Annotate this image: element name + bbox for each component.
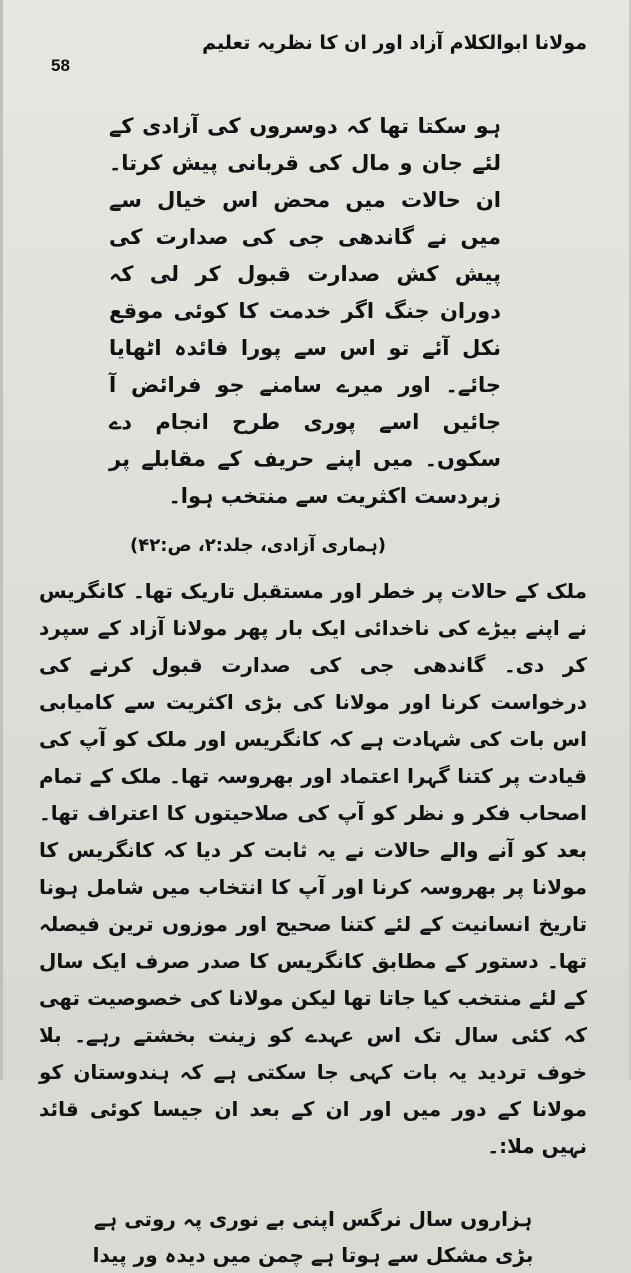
block-quote: ہو سکتا تھا کہ دوسروں کی آزادی کے لئے جان و مال کی قربانی پیش کرتا۔ ان حالات میں محض اس خیال سے میں نے گاندھی جی کی صدارت کی پیش کش صدارت قبول کر لی کہ دوران جنگ اگر خدمت کا کوئی موقع نکل آئے تو اس سے پورا فائدہ اٹھایا جائے۔ اور میرے سامنے جو فرائض آ جائیں اسے پوری طرح انجام دے سکوں۔ میں اپنے حریف کے مقابلے پر زبردست اکثریت سے منتخب ہوا۔	[109, 114, 501, 508]
body-paragraph: ملک کے حالات پر خطر اور مستقبل تاریک تھا۔ کانگریس نے اپنے بیڑے کی ناخدائی ایک بار پھر مولانا آزاد کے سپرد کر دی۔ گاندھی جی کی صدارت قبول کرنے کی درخواست کرنا اور مولانا کی بڑی اکثریت سے کامیابی اس بات کی شہادت ہے کہ کانگریس اور ملک کو آپ کی قیادت پر کتنا گہرا اعتماد اور بھروسہ تھا۔ ملک کے تمام اصحاب فکر و نظر کو آپ کی صلاحیتوں کا اعتراف تھا۔ بعد کو آنے والے حالات نے یہ ثابت کر دیا کہ کانگریس کا مولانا پر بھروسہ کرنا اور آپ کا انتخاب میں شامل ہونا تاریخ انسانیت کے لئے کتنا صحیح اور موزوں ترین فیصلہ تھا۔ دستور کے مطابق کانگریس کا صدر صرف ایک سال کے لئے منتخب کیا جاتا تھا لیکن مولانا کی خصوصیت تھی کہ کئی سال تک اس عہدے کو زینت بخشتے رہے۔ بلا خوف تردید یہ بات کہی جا سکتی ہے کہ ہندوستان کو مولانا کے دور میں اور ان کے بعد ان جیسا کوئی قائد نہیں ملا:۔	[39, 579, 587, 1158]
poem-line-2: بڑی مشکل سے ہوتا ہے چمن میں دیدہ ور پیدا	[92, 1243, 534, 1267]
page-header	[41, 32, 587, 75]
page-body	[39, 108, 587, 1273]
poem-line-1: ہزاروں سال نرگس اپنی بے نوری پہ روتی ہے	[93, 1207, 533, 1231]
quote-citation: (ہماری آزادی، جلد:۲، ص:۴۲)	[130, 535, 386, 556]
page-number: 58	[51, 56, 70, 75]
poem-couplet	[39, 1201, 587, 1273]
running-title: مولانا ابوالکلام آزاد اور ان کا نظریہ تعلیم	[202, 32, 587, 54]
